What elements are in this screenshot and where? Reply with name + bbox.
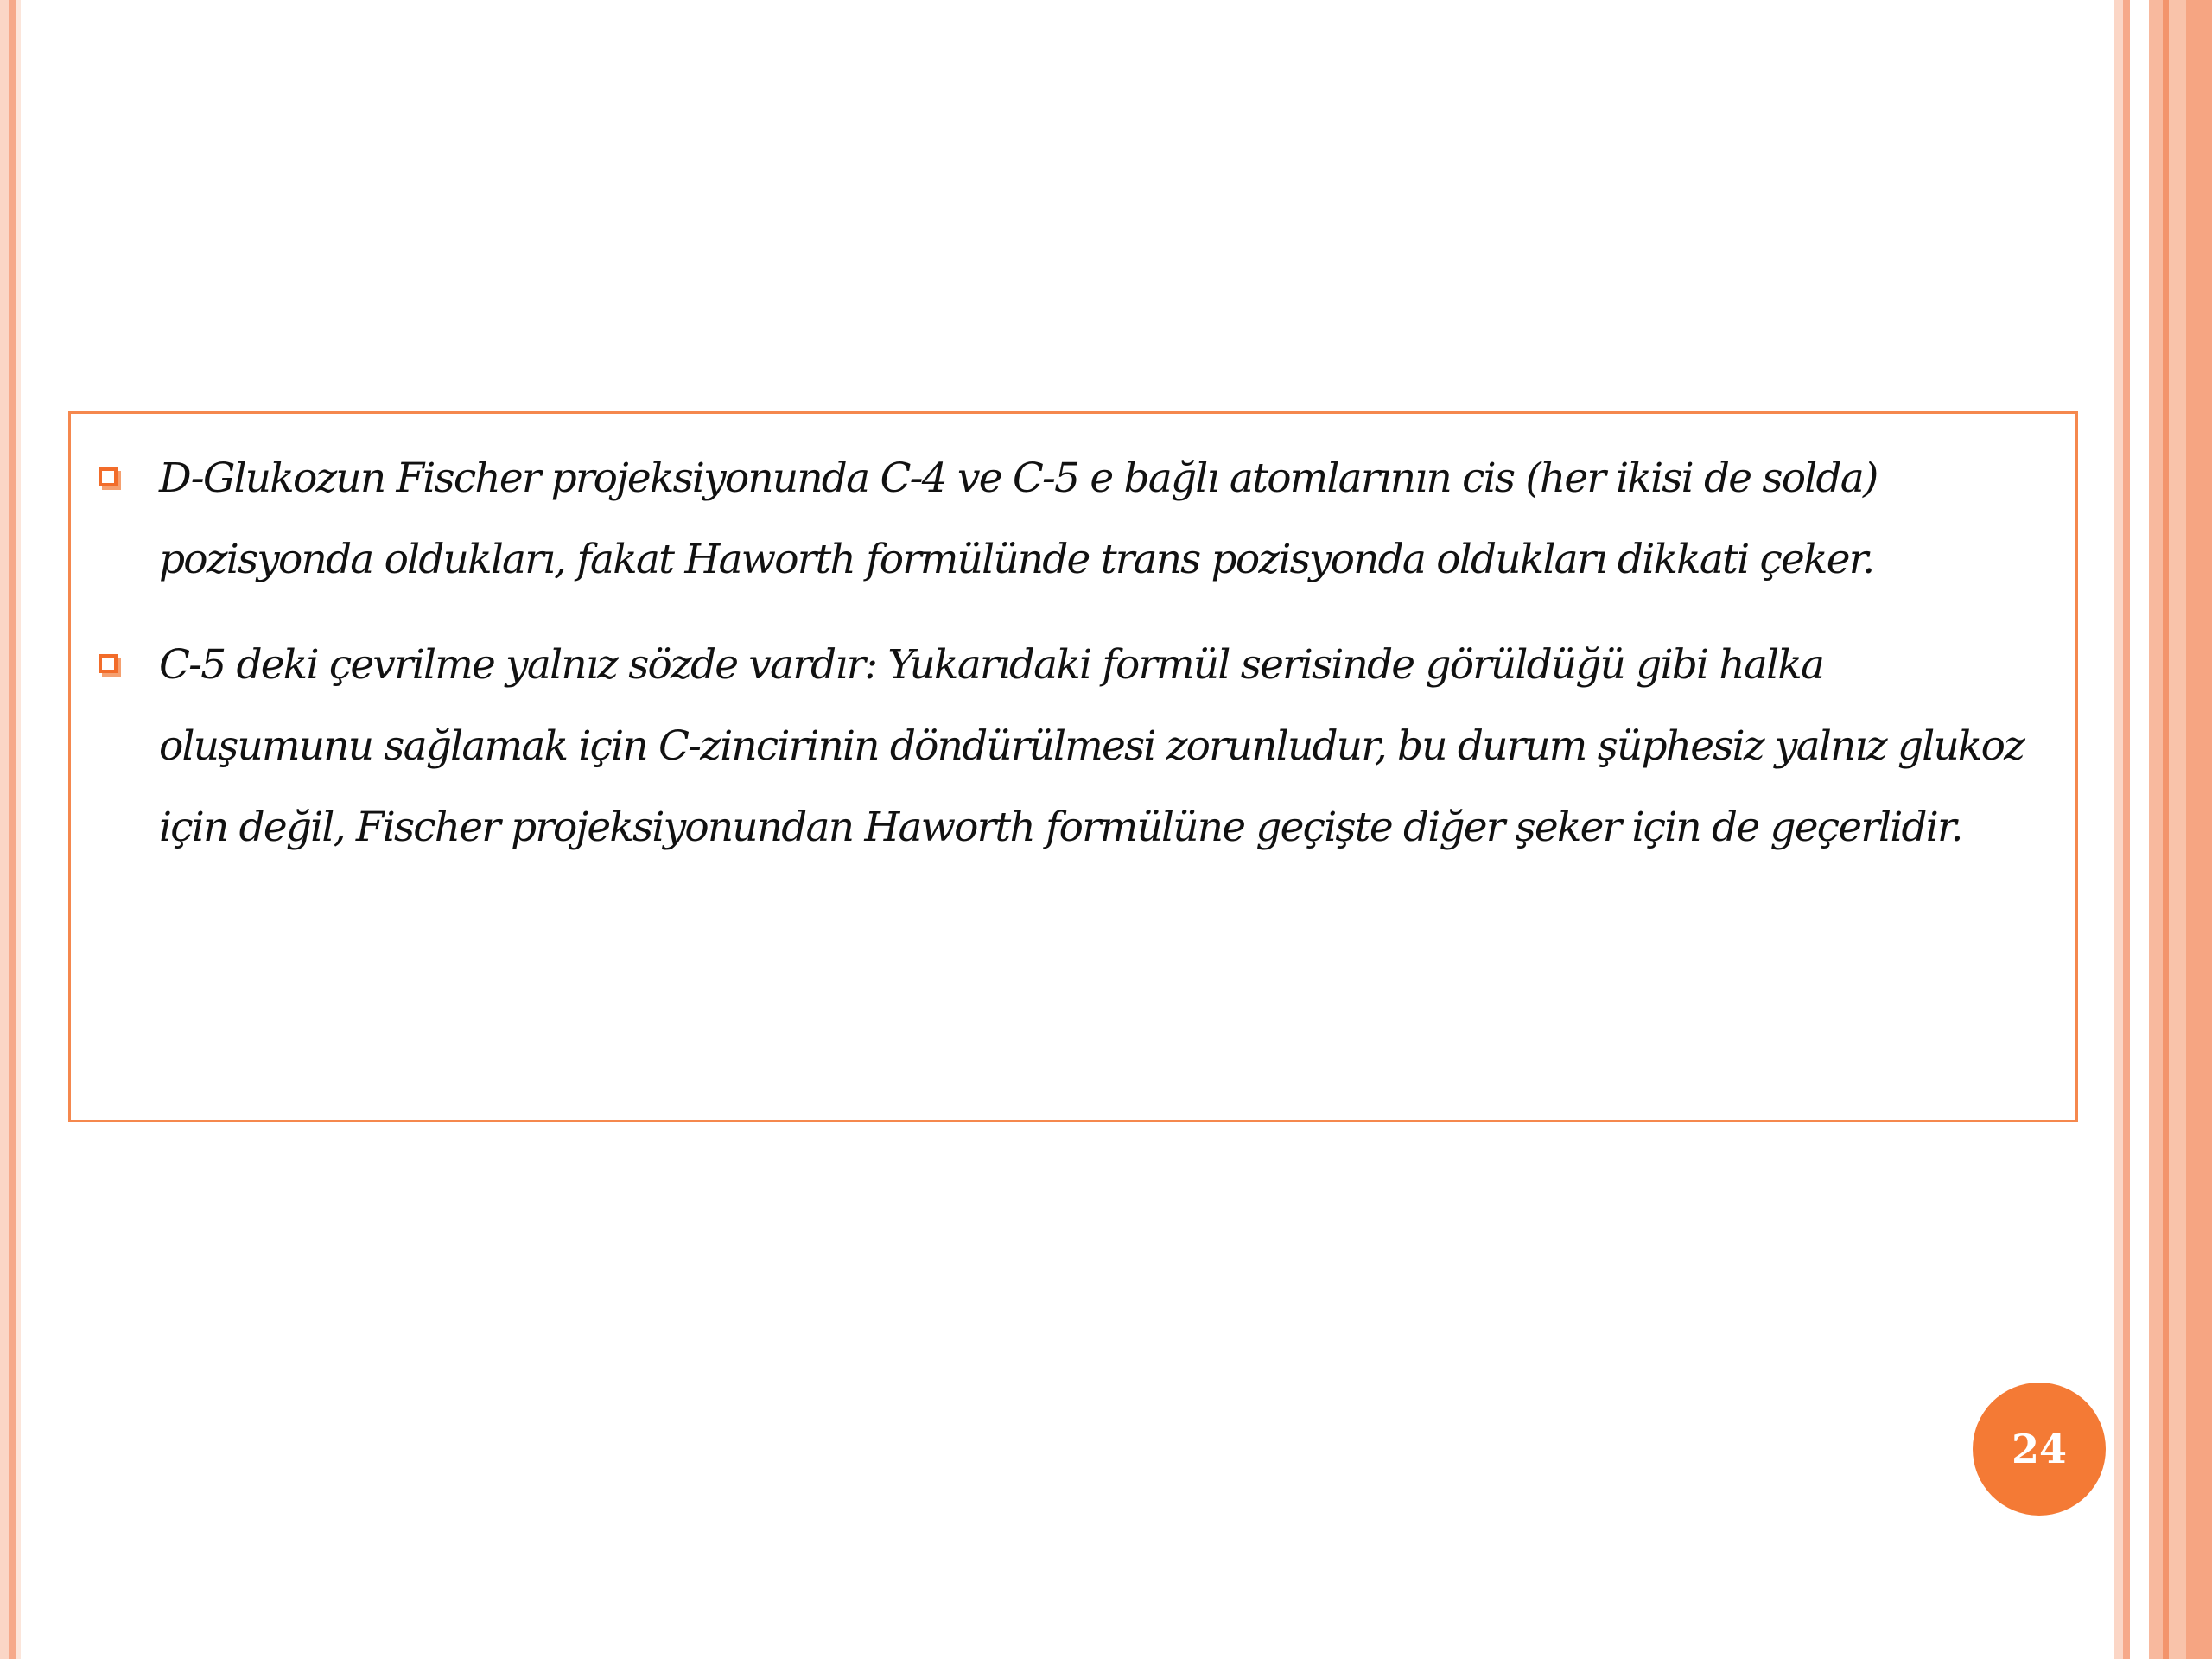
right-border-stripe-7	[2186, 0, 2212, 1659]
bullet-text: C-5 deki çevrilme yalnız sözde vardır: Yukarıdaki formül serisinde görüldüğü gibi halka oluşumunu sağlamak için C-zincirinin döndürülmesi zorunludur, bu durum şüphesiz yalnız glukoz için değil, Fischer projeksiyonundan Haworth formülüne geçişte diğer şeker için de geçerlidir.	[159, 641, 2024, 851]
hollow-square-bullet-icon	[99, 467, 118, 486]
right-border-stripe-3	[2130, 0, 2149, 1659]
page-number-badge	[1973, 1382, 2106, 1516]
content-text-box	[68, 411, 2078, 1122]
right-border-stripe-4	[2149, 0, 2163, 1659]
left-border-stripe-edge	[16, 0, 21, 1659]
hollow-square-bullet-icon	[99, 654, 118, 673]
right-border-stripe-2	[2123, 0, 2130, 1659]
bullet-item-fischer-haworth-positions	[71, 438, 2075, 601]
right-border-stripe-6	[2169, 0, 2186, 1659]
left-border-stripe-inner	[9, 0, 16, 1659]
left-border-stripe-outer	[0, 0, 9, 1659]
right-border-stripe-1	[2114, 0, 2123, 1659]
page-number: 24	[2011, 1426, 2067, 1472]
bullet-list	[71, 438, 2075, 893]
right-border-stripe-5	[2163, 0, 2169, 1659]
bullet-text: D-Glukozun Fischer projeksiyonunda C-4 ve C-5 e bağlı atomlarının cis (her ikisi de solda) pozisyonda oldukları, fakat Haworth formülünde trans pozisyonda oldukları dikkati çeker.	[159, 454, 1878, 583]
bullet-item-c5-rotation	[71, 625, 2075, 868]
